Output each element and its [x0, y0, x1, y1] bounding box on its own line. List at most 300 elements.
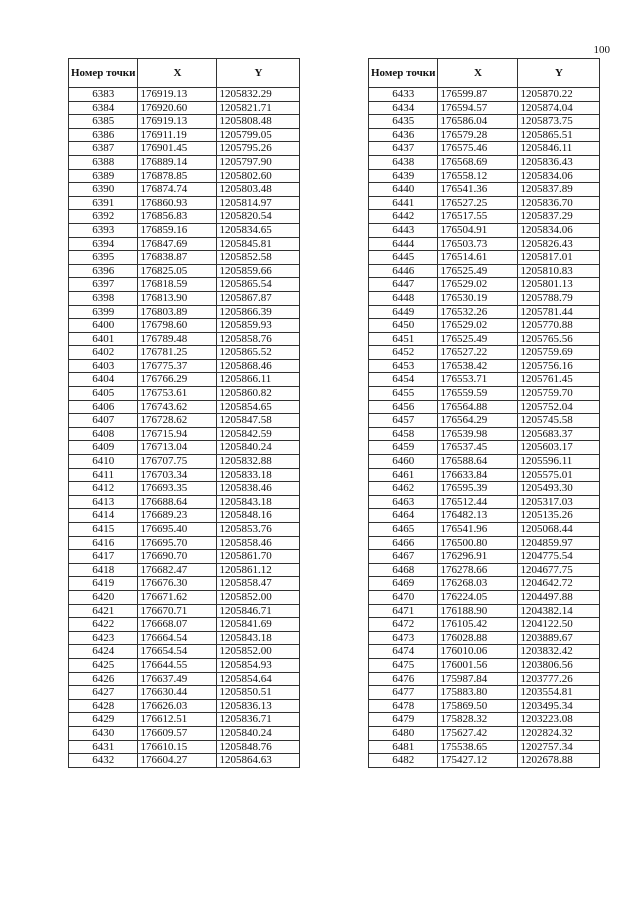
table-row: [369, 264, 600, 278]
point-number-cell: 6412: [69, 482, 138, 496]
y-cell: 1205864.63: [217, 754, 300, 768]
table-row: [69, 387, 300, 401]
point-number-cell: 6413: [69, 495, 138, 509]
table-row: [69, 359, 300, 373]
x-cell: 176728.62: [138, 414, 217, 428]
y-cell: 1204775.54: [518, 550, 600, 564]
y-cell: 1205866.39: [217, 305, 300, 319]
x-cell: 176010.06: [438, 645, 518, 659]
x-cell: 176860.93: [138, 196, 217, 210]
x-cell: 176610.15: [138, 740, 217, 754]
point-number-cell: 6463: [369, 495, 438, 509]
point-number-cell: 6476: [369, 672, 438, 686]
x-cell: 176503.73: [438, 237, 518, 251]
y-cell: 1204122.50: [518, 618, 600, 632]
x-cell: 176525.49: [438, 264, 518, 278]
table-row: [369, 400, 600, 414]
x-cell: 176609.57: [138, 726, 217, 740]
point-number-cell: 6428: [69, 699, 138, 713]
x-cell: 176859.16: [138, 223, 217, 237]
point-number-cell: 6466: [369, 536, 438, 550]
y-cell: 1204642.72: [518, 577, 600, 591]
point-number-cell: 6394: [69, 237, 138, 251]
x-cell: 176028.88: [438, 631, 518, 645]
table-row: [69, 373, 300, 387]
x-cell: 176538.42: [438, 359, 518, 373]
table-row: [369, 142, 600, 156]
table-row: [69, 332, 300, 346]
x-cell: 176553.71: [438, 373, 518, 387]
y-cell: 1205840.24: [217, 726, 300, 740]
table-row: [69, 523, 300, 537]
x-cell: 176514.61: [438, 251, 518, 265]
x-cell: 176637.49: [138, 672, 217, 686]
table-row: [369, 196, 600, 210]
y-cell: 1205853.76: [217, 523, 300, 537]
x-cell: 175538.65: [438, 740, 518, 754]
point-number-cell: 6427: [69, 686, 138, 700]
y-cell: 1205860.82: [217, 387, 300, 401]
x-cell: 175869.50: [438, 699, 518, 713]
point-number-cell: 6454: [369, 373, 438, 387]
table-row: [369, 536, 600, 550]
table-row: [69, 414, 300, 428]
x-cell: 175987.84: [438, 672, 518, 686]
x-cell: 176889.14: [138, 155, 217, 169]
x-cell: 176529.02: [438, 319, 518, 333]
y-cell: 1205826.43: [518, 237, 600, 251]
y-cell: 1205808.48: [217, 115, 300, 129]
x-cell: 176919.13: [138, 88, 217, 102]
y-cell: 1205834.06: [518, 223, 600, 237]
x-cell: 176766.29: [138, 373, 217, 387]
x-cell: 176568.69: [438, 155, 518, 169]
table-row: [369, 223, 600, 237]
x-cell: 176713.04: [138, 441, 217, 455]
point-number-cell: 6464: [369, 509, 438, 523]
y-cell: 1205836.43: [518, 155, 600, 169]
table-row: [69, 237, 300, 251]
y-cell: 1205861.70: [217, 550, 300, 564]
y-cell: 1203889.67: [518, 631, 600, 645]
y-cell: 1205852.00: [217, 590, 300, 604]
y-cell: 1205797.90: [217, 155, 300, 169]
y-cell: 1205799.05: [217, 128, 300, 142]
y-cell: 1205832.29: [217, 88, 300, 102]
x-cell: 176512.44: [438, 495, 518, 509]
y-cell: 1204677.75: [518, 563, 600, 577]
table-row: [369, 455, 600, 469]
y-cell: 1205603.17: [518, 441, 600, 455]
table-row: [69, 550, 300, 564]
x-cell: 176504.91: [438, 223, 518, 237]
point-number-cell: 6417: [69, 550, 138, 564]
point-number-cell: 6438: [369, 155, 438, 169]
point-number-cell: 6384: [69, 101, 138, 115]
x-cell: 176530.19: [438, 291, 518, 305]
x-cell: 176715.94: [138, 427, 217, 441]
x-cell: 176803.89: [138, 305, 217, 319]
table-row: [69, 427, 300, 441]
y-cell: 1204497.88: [518, 590, 600, 604]
table-row: [369, 495, 600, 509]
table-row: [369, 604, 600, 618]
x-cell: 176825.05: [138, 264, 217, 278]
point-number-cell: 6431: [69, 740, 138, 754]
point-number-cell: 6390: [69, 183, 138, 197]
table-row: [69, 658, 300, 672]
coordinates-table-right: [368, 58, 600, 768]
x-cell: 176633.84: [438, 468, 518, 482]
point-number-cell: 6432: [69, 754, 138, 768]
table-row: [69, 509, 300, 523]
coordinates-table-left: [68, 58, 300, 768]
point-number-cell: 6446: [369, 264, 438, 278]
point-number-cell: 6416: [69, 536, 138, 550]
table-row: [369, 359, 600, 373]
x-cell: 176654.54: [138, 645, 217, 659]
y-cell: 1205841.69: [217, 618, 300, 632]
x-cell: 176626.03: [138, 699, 217, 713]
table-row: [69, 468, 300, 482]
point-number-cell: 6435: [369, 115, 438, 129]
point-number-cell: 6436: [369, 128, 438, 142]
x-cell: 176743.62: [138, 400, 217, 414]
point-number-cell: 6391: [69, 196, 138, 210]
point-number-cell: 6419: [69, 577, 138, 591]
y-cell: 1205068.44: [518, 523, 600, 537]
point-number-cell: 6420: [69, 590, 138, 604]
point-number-cell: 6437: [369, 142, 438, 156]
y-cell: 1205833.18: [217, 468, 300, 482]
y-cell: 1205852.58: [217, 251, 300, 265]
point-number-cell: 6429: [69, 713, 138, 727]
y-cell: 1205854.64: [217, 672, 300, 686]
point-number-cell: 6426: [69, 672, 138, 686]
point-number-cell: 6393: [69, 223, 138, 237]
point-number-cell: 6383: [69, 88, 138, 102]
x-cell: 176558.12: [438, 169, 518, 183]
point-number-cell: 6410: [69, 455, 138, 469]
x-cell: 176676.30: [138, 577, 217, 591]
table-row: [69, 577, 300, 591]
table-row: [69, 441, 300, 455]
table-row: [369, 155, 600, 169]
x-cell: 176594.57: [438, 101, 518, 115]
table-row: [369, 251, 600, 265]
point-number-cell: 6434: [369, 101, 438, 115]
y-cell: 1205837.29: [518, 210, 600, 224]
y-cell: 1205859.66: [217, 264, 300, 278]
table-row: [369, 509, 600, 523]
x-cell: 176539.98: [438, 427, 518, 441]
table-row: [369, 563, 600, 577]
y-cell: 1203806.56: [518, 658, 600, 672]
x-cell: 176695.40: [138, 523, 217, 537]
point-number-cell: 6452: [369, 346, 438, 360]
table-row: [369, 686, 600, 700]
x-cell: 176856.83: [138, 210, 217, 224]
point-number-cell: 6398: [69, 291, 138, 305]
x-cell: 176612.51: [138, 713, 217, 727]
x-cell: 175427.12: [438, 754, 518, 768]
table-row: [69, 726, 300, 740]
y-cell: 1205843.18: [217, 495, 300, 509]
header-y: Y: [217, 59, 300, 88]
x-cell: 176482.13: [438, 509, 518, 523]
point-number-cell: 6403: [69, 359, 138, 373]
table-row: [69, 169, 300, 183]
point-number-cell: 6421: [69, 604, 138, 618]
y-cell: 1205858.47: [217, 577, 300, 591]
y-cell: 1202757.34: [518, 740, 600, 754]
point-number-cell: 6456: [369, 400, 438, 414]
y-cell: 1205836.71: [217, 713, 300, 727]
table-row: [369, 590, 600, 604]
point-number-cell: 6455: [369, 387, 438, 401]
y-cell: 1205752.04: [518, 400, 600, 414]
point-number-cell: 6474: [369, 645, 438, 659]
point-number-cell: 6472: [369, 618, 438, 632]
header-x: X: [438, 59, 518, 88]
table-row: [369, 577, 600, 591]
x-cell: 176278.66: [438, 563, 518, 577]
table-row: [369, 550, 600, 564]
y-cell: 1205858.76: [217, 332, 300, 346]
y-cell: 1205801.13: [518, 278, 600, 292]
point-number-cell: 6418: [69, 563, 138, 577]
x-cell: 176847.69: [138, 237, 217, 251]
x-cell: 176775.37: [138, 359, 217, 373]
y-cell: 1205866.11: [217, 373, 300, 387]
point-number-cell: 6477: [369, 686, 438, 700]
point-number-cell: 6461: [369, 468, 438, 482]
y-cell: 1204382.14: [518, 604, 600, 618]
table-row: [369, 441, 600, 455]
table-row: [69, 536, 300, 550]
x-cell: 176682.47: [138, 563, 217, 577]
y-cell: 1205317.03: [518, 495, 600, 509]
x-cell: 176588.64: [438, 455, 518, 469]
x-cell: 176575.46: [438, 142, 518, 156]
table-row: [69, 590, 300, 604]
table-row: [69, 210, 300, 224]
table-row: [69, 264, 300, 278]
y-cell: 1205820.54: [217, 210, 300, 224]
x-cell: 176105.42: [438, 618, 518, 632]
point-number-cell: 6449: [369, 305, 438, 319]
header-x: X: [138, 59, 217, 88]
x-cell: 176671.62: [138, 590, 217, 604]
x-cell: 176500.80: [438, 536, 518, 550]
table-row: [369, 332, 600, 346]
y-cell: 1205803.48: [217, 183, 300, 197]
header-y: Y: [518, 59, 600, 88]
header-point-number: Номер точки: [369, 59, 438, 88]
table-row: [69, 319, 300, 333]
table-row: [369, 740, 600, 754]
table-row: [69, 563, 300, 577]
y-cell: 1205861.12: [217, 563, 300, 577]
table-row: [369, 468, 600, 482]
y-cell: 1205135.26: [518, 509, 600, 523]
x-cell: 176920.60: [138, 101, 217, 115]
point-number-cell: 6408: [69, 427, 138, 441]
table-row: [69, 128, 300, 142]
y-cell: 1205821.71: [217, 101, 300, 115]
x-cell: 176296.91: [438, 550, 518, 564]
table-row: [69, 346, 300, 360]
point-number-cell: 6441: [369, 196, 438, 210]
point-number-cell: 6468: [369, 563, 438, 577]
x-cell: 176517.55: [438, 210, 518, 224]
y-cell: 1205846.11: [518, 142, 600, 156]
x-cell: 176559.59: [438, 387, 518, 401]
point-number-cell: 6415: [69, 523, 138, 537]
point-number-cell: 6401: [69, 332, 138, 346]
table-row: [369, 319, 600, 333]
point-number-cell: 6460: [369, 455, 438, 469]
x-cell: 176781.25: [138, 346, 217, 360]
point-number-cell: 6473: [369, 631, 438, 645]
x-cell: 176595.39: [438, 482, 518, 496]
x-cell: 175627.42: [438, 726, 518, 740]
x-cell: 176707.75: [138, 455, 217, 469]
y-cell: 1205781.44: [518, 305, 600, 319]
y-cell: 1205788.79: [518, 291, 600, 305]
table-row: [69, 645, 300, 659]
point-number-cell: 6442: [369, 210, 438, 224]
table-row: [369, 387, 600, 401]
table-row: [369, 618, 600, 632]
point-number-cell: 6480: [369, 726, 438, 740]
point-number-cell: 6465: [369, 523, 438, 537]
x-cell: 176541.36: [438, 183, 518, 197]
x-cell: 176838.87: [138, 251, 217, 265]
table-row: [369, 183, 600, 197]
point-number-cell: 6453: [369, 359, 438, 373]
table-row: [369, 346, 600, 360]
table-row: [69, 196, 300, 210]
table-row: [69, 740, 300, 754]
table-row: [369, 373, 600, 387]
point-number-cell: 6411: [69, 468, 138, 482]
y-cell: 1205596.11: [518, 455, 600, 469]
point-number-cell: 6388: [69, 155, 138, 169]
table-row: [69, 183, 300, 197]
table-row: [369, 128, 600, 142]
table-row: [369, 237, 600, 251]
point-number-cell: 6459: [369, 441, 438, 455]
table-row: [369, 726, 600, 740]
point-number-cell: 6439: [369, 169, 438, 183]
x-cell: 176188.90: [438, 604, 518, 618]
y-cell: 1205874.04: [518, 101, 600, 115]
table-row: [369, 169, 600, 183]
table-row: [369, 278, 600, 292]
page-number: 100: [593, 44, 610, 56]
point-number-cell: 6389: [69, 169, 138, 183]
point-number-cell: 6395: [69, 251, 138, 265]
y-cell: 1205756.16: [518, 359, 600, 373]
y-cell: 1205858.46: [217, 536, 300, 550]
point-number-cell: 6425: [69, 658, 138, 672]
y-cell: 1205838.46: [217, 482, 300, 496]
x-cell: 176579.28: [438, 128, 518, 142]
point-number-cell: 6406: [69, 400, 138, 414]
y-cell: 1205761.45: [518, 373, 600, 387]
table-row: [69, 278, 300, 292]
point-number-cell: 6450: [369, 319, 438, 333]
y-cell: 1205765.56: [518, 332, 600, 346]
x-cell: 176688.64: [138, 495, 217, 509]
x-cell: 176224.05: [438, 590, 518, 604]
x-cell: 176668.07: [138, 618, 217, 632]
point-number-cell: 6386: [69, 128, 138, 142]
x-cell: 176911.19: [138, 128, 217, 142]
table-row: [69, 251, 300, 265]
x-cell: 176537.45: [438, 441, 518, 455]
y-cell: 1205493.30: [518, 482, 600, 496]
x-cell: 176818.59: [138, 278, 217, 292]
y-cell: 1205834.65: [217, 223, 300, 237]
y-cell: 1205865.54: [217, 278, 300, 292]
y-cell: 1205836.13: [217, 699, 300, 713]
table-row: [369, 291, 600, 305]
x-cell: 176564.88: [438, 400, 518, 414]
y-cell: 1205836.70: [518, 196, 600, 210]
y-cell: 1205810.83: [518, 264, 600, 278]
y-cell: 1205854.93: [217, 658, 300, 672]
x-cell: 176703.34: [138, 468, 217, 482]
y-cell: 1205870.22: [518, 88, 600, 102]
table-row: [69, 88, 300, 102]
point-number-cell: 6407: [69, 414, 138, 428]
x-cell: 176532.26: [438, 305, 518, 319]
table-row: [69, 604, 300, 618]
point-number-cell: 6422: [69, 618, 138, 632]
y-cell: 1205834.06: [518, 169, 600, 183]
point-number-cell: 6433: [369, 88, 438, 102]
point-number-cell: 6409: [69, 441, 138, 455]
x-cell: 176874.74: [138, 183, 217, 197]
x-cell: 176525.49: [438, 332, 518, 346]
point-number-cell: 6478: [369, 699, 438, 713]
table-row: [69, 455, 300, 469]
point-number-cell: 6448: [369, 291, 438, 305]
x-cell: 176630.44: [138, 686, 217, 700]
y-cell: 1205814.97: [217, 196, 300, 210]
point-number-cell: 6392: [69, 210, 138, 224]
point-number-cell: 6467: [369, 550, 438, 564]
point-number-cell: 6462: [369, 482, 438, 496]
y-cell: 1205770.88: [518, 319, 600, 333]
table-row: [369, 645, 600, 659]
table-row: [369, 88, 600, 102]
table-row: [369, 482, 600, 496]
x-cell: 176586.04: [438, 115, 518, 129]
x-cell: 175828.32: [438, 713, 518, 727]
table-row: [369, 210, 600, 224]
table-row: [69, 305, 300, 319]
y-cell: 1205859.93: [217, 319, 300, 333]
x-cell: 176564.29: [438, 414, 518, 428]
y-cell: 1205795.26: [217, 142, 300, 156]
y-cell: 1205843.18: [217, 631, 300, 645]
point-number-cell: 6402: [69, 346, 138, 360]
x-cell: 176599.87: [438, 88, 518, 102]
point-number-cell: 6479: [369, 713, 438, 727]
